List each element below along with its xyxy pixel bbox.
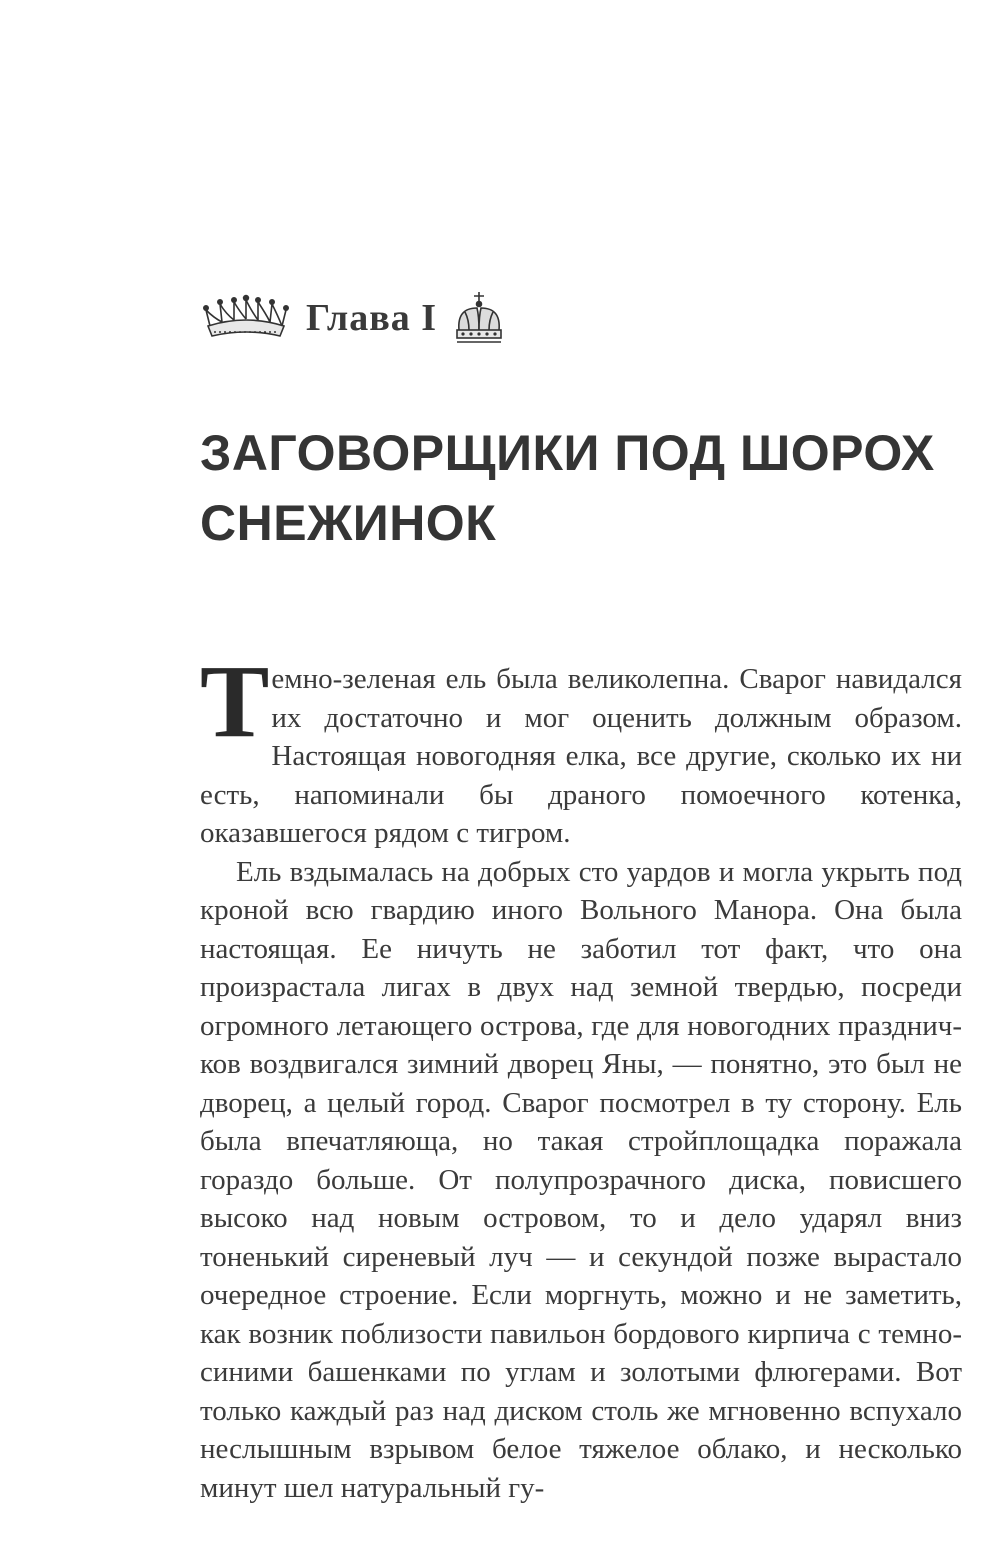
chapter-body	[200, 644, 962, 1507]
chapter-label: Глава I	[306, 297, 438, 339]
chapter-title-line-1: ЗАГОВОРЩИКИ ПОД ШОРОХ	[200, 425, 935, 481]
chapter-title	[200, 418, 960, 558]
chapter-heading	[200, 288, 507, 348]
chapter-title-line-2: СНЕЖИНОК	[200, 495, 497, 551]
drop-cap: Т	[200, 644, 270, 759]
paragraph-1	[200, 644, 962, 853]
paragraph-2: Ель вздымалась на добрых сто уардов и могла укрыть под кроной всю гвардию иного Вольного Манора. Она была настоящая. Ее ничуть не заботил тот факт, что она произрастала лигах в двух над земной твердью, посреди огромного летающего острова, где для новогодних праздничков воздвигался зимний дворец Яны, — понятно, это был не дворец, а целый город. Сварог посмотрел в ту сторону. Ель была впечатляюща, но такая стройплощадка поражала гораздо больше. От полупрозрачного диска, повисшего высоко над новым островом, то и дело ударял вниз тоненький сиреневый луч — и секундой позже вырастало очередное строение. Если моргнуть, можно и не заметить, как возник поблизости павильон бордового кирпича с темно-синими башенками по углам и золотыми флюгерами. Вот только каждый раз над диском столь же мгновенно вспухало неслышным взрывом белое тяжелое облако, и несколько минут шел натуральный гу-	[200, 855, 962, 1504]
imperial-crown-icon	[451, 290, 507, 346]
paragraph-1-text: емно-зеленая ель была великолепна. Сварог навидался их достаточно и мог оценить должным образом. Настоящая новогодняя елка, все другие, сколько их ни есть, напоминали бы драного помоечного котенка, оказавшегося рядом с тигром.	[200, 663, 962, 849]
crown-coronet-icon	[200, 292, 292, 344]
